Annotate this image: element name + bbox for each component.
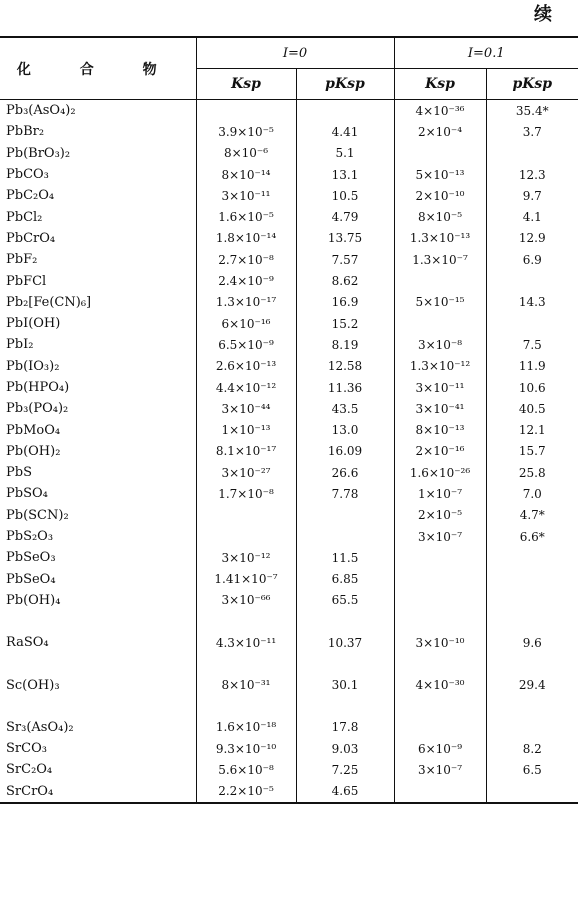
ksp-i01-value: 1.3×10⁻¹³ [394, 228, 486, 249]
ksp-i01-value: 2×10⁻¹⁶ [394, 441, 486, 462]
table-row [0, 462, 578, 483]
compound-name: PbSeO₄ [6, 571, 56, 587]
ksp-i01-value: 1.3×10⁻⁷ [394, 249, 486, 270]
pksp-i0-value: 5.1 [296, 143, 394, 164]
table-row [0, 100, 578, 122]
ksp-i01-value [394, 569, 486, 590]
ksp-i0-value [196, 505, 296, 526]
pksp-i0-value: 13.1 [296, 164, 394, 185]
pksp-i01-value: 4.7* [486, 505, 578, 526]
pksp-i01-value [486, 270, 578, 291]
table-row [0, 206, 578, 227]
ksp-i0-value: 1×10⁻¹³ [196, 419, 296, 440]
compound-name: PbF₂ [6, 252, 38, 268]
compound-name: PbC₂O₄ [6, 188, 55, 204]
pksp-i0-value: 9.03 [296, 738, 394, 759]
pksp-i0-value: 13.75 [296, 228, 394, 249]
table-row [0, 313, 578, 334]
ksp-i01-value: 4×10⁻³⁰ [394, 674, 486, 695]
compound-name: Pb(OH)₂ [6, 443, 61, 459]
ksp-i0-value: 3×10⁻¹¹ [196, 185, 296, 206]
table-row [0, 717, 578, 738]
pksp-i0-value [296, 100, 394, 122]
ksp-i0-value: 8×10⁻¹⁴ [196, 164, 296, 185]
ksp-i0-value: 1.6×10⁻¹⁸ [196, 717, 296, 738]
ksp-i01-value: 4×10⁻³⁶ [394, 100, 486, 122]
ksp-i0-value: 2.4×10⁻⁹ [196, 270, 296, 291]
compound-name: PbCrO₄ [6, 230, 56, 246]
pksp-i01-value [486, 590, 578, 611]
pksp-i0-value: 12.58 [296, 356, 394, 377]
ksp-i01-value [394, 270, 486, 291]
ksp-i01-value: 8×10⁻⁵ [394, 206, 486, 227]
ksp-i01-value [394, 143, 486, 164]
ksp-i0-value: 1.8×10⁻¹⁴ [196, 228, 296, 249]
pksp-header-i01: pKsp [486, 69, 578, 100]
table-row [0, 270, 578, 291]
compound-name: Pb₃(AsO₄)₂ [6, 103, 76, 119]
pksp-i0-value: 6.85 [296, 569, 394, 590]
pksp-i01-value: 10.6 [486, 377, 578, 398]
ksp-i0-value: 3×10⁻⁶⁶ [196, 590, 296, 611]
ksp-i01-value: 3×10⁻¹¹ [394, 377, 486, 398]
compound-name: Sr₃(AsO₄)₂ [6, 719, 74, 735]
compound-column-header: 化 合 物 [0, 37, 196, 100]
pksp-i01-value: 9.7 [486, 185, 578, 206]
ionic-strength-0.1-header: I=0.1 [394, 37, 578, 69]
table-row [0, 377, 578, 398]
pksp-i01-value: 6.6* [486, 526, 578, 547]
compound-name: PbBr₂ [6, 124, 45, 140]
compound-name: PbS₂O₃ [6, 529, 54, 545]
spacer-row [0, 653, 578, 674]
pksp-i01-value: 4.1 [486, 206, 578, 227]
ksp-i0-value [196, 100, 296, 122]
ksp-i01-value: 1×10⁻⁷ [394, 483, 486, 504]
pksp-i0-value: 7.78 [296, 483, 394, 504]
pksp-i01-value: 8.2 [486, 738, 578, 759]
table-row [0, 526, 578, 547]
table-row [0, 121, 578, 142]
ksp-i0-value: 1.7×10⁻⁸ [196, 483, 296, 504]
ksp-i0-value: 1.6×10⁻⁵ [196, 206, 296, 227]
ksp-i01-value: 3×10⁻⁴¹ [394, 398, 486, 419]
table-row [0, 569, 578, 590]
ksp-i0-value: 1.3×10⁻¹⁷ [196, 292, 296, 313]
pksp-i01-value: 35.4* [486, 100, 578, 122]
table-row [0, 334, 578, 355]
pksp-i0-value: 16.09 [296, 441, 394, 462]
compound-name: Sc(OH)₃ [6, 677, 60, 693]
table-row [0, 356, 578, 377]
table-row [0, 781, 578, 803]
ksp-i01-value: 3×10⁻¹⁰ [394, 632, 486, 653]
ksp-i0-value: 3×10⁻⁴⁴ [196, 398, 296, 419]
table-row [0, 738, 578, 759]
ksp-i01-value: 2×10⁻¹⁰ [394, 185, 486, 206]
table-row [0, 674, 578, 695]
pksp-i01-value: 7.5 [486, 334, 578, 355]
pksp-i01-value: 9.6 [486, 632, 578, 653]
ksp-i01-value: 3×10⁻⁷ [394, 759, 486, 780]
compound-name: Pb₃(PO₄)₂ [6, 401, 69, 417]
compound-name: SrCrO₄ [0, 781, 196, 803]
compound-name: PbCl₂ [6, 209, 43, 225]
pksp-i0-value: 43.5 [296, 398, 394, 419]
compound-name: Pb(HPO₄) [6, 380, 70, 395]
ksp-i0-value: 9.3×10⁻¹⁰ [196, 738, 296, 759]
pksp-i01-value [486, 143, 578, 164]
ksp-i0-value: 4.3×10⁻¹¹ [196, 632, 296, 653]
pksp-i0-value: 17.8 [296, 717, 394, 738]
spacer-row [0, 611, 578, 632]
pksp-i0-value: 7.57 [296, 249, 394, 270]
pksp-i0-value: 4.65 [296, 781, 394, 803]
compound-name: PbSeO₃ [6, 550, 56, 566]
pksp-i01-value: 40.5 [486, 398, 578, 419]
compound-name: Pb(OH)₄ [6, 592, 61, 608]
table-row [0, 483, 578, 504]
compound-name: PbS [6, 465, 32, 481]
ksp-i0-value: 3×10⁻¹² [196, 547, 296, 568]
pksp-i01-value [486, 569, 578, 590]
ksp-header-i01: Ksp [394, 69, 486, 100]
continued-label: 续 [534, 4, 552, 25]
pksp-i0-value: 4.79 [296, 206, 394, 227]
pksp-i0-value: 26.6 [296, 462, 394, 483]
ksp-i01-value [394, 313, 486, 334]
table-row [0, 759, 578, 780]
table-row [0, 185, 578, 206]
compound-name: PbSO₄ [6, 486, 48, 502]
ksp-i01-value [394, 590, 486, 611]
compound-name: SrC₂O₄ [6, 762, 53, 778]
pksp-i0-value: 10.5 [296, 185, 394, 206]
ksp-i01-value: 2×10⁻⁴ [394, 121, 486, 142]
compound-name: PbMoO₄ [6, 422, 61, 438]
table-row [0, 505, 578, 526]
ksp-i01-value: 5×10⁻¹⁵ [394, 292, 486, 313]
pksp-i01-value: 29.4 [486, 674, 578, 695]
ksp-i0-value: 8.1×10⁻¹⁷ [196, 441, 296, 462]
pksp-i0-value: 8.19 [296, 334, 394, 355]
pksp-i0-value: 10.37 [296, 632, 394, 653]
table-row [0, 419, 578, 440]
spacer-row [0, 696, 578, 717]
ksp-i0-value: 4.4×10⁻¹² [196, 377, 296, 398]
table-body [0, 100, 578, 803]
pksp-i01-value: 15.7 [486, 441, 578, 462]
table-row [0, 292, 578, 313]
ksp-i01-value: 5×10⁻¹³ [394, 164, 486, 185]
pksp-i01-value: 11.9 [486, 356, 578, 377]
solubility-product-table [0, 36, 578, 804]
ksp-header-i0: Ksp [196, 69, 296, 100]
pksp-i0-value: 65.5 [296, 590, 394, 611]
table-row [0, 547, 578, 568]
pksp-i01-value: 12.1 [486, 419, 578, 440]
ksp-i0-value: 5.6×10⁻⁸ [196, 759, 296, 780]
compound-name: PbI₂ [6, 337, 34, 353]
table-row [0, 164, 578, 185]
pksp-i01-value: 25.8 [486, 462, 578, 483]
compound-name: Pb(SCN)₂ [6, 507, 69, 523]
pksp-i0-value [296, 526, 394, 547]
table-row [0, 143, 578, 164]
compound-name: PbCO₃ [6, 167, 49, 183]
table-row [0, 441, 578, 462]
ksp-i01-value: 6×10⁻⁹ [394, 738, 486, 759]
pksp-i01-value: 6.9 [486, 249, 578, 270]
ksp-i0-value: 2.7×10⁻⁸ [196, 249, 296, 270]
ksp-i01-value: 3×10⁻⁷ [394, 526, 486, 547]
pksp-i01-value: 14.3 [486, 292, 578, 313]
pksp-i01-value: 3.7 [486, 121, 578, 142]
pksp-i01-value [486, 781, 578, 803]
pksp-i0-value: 4.41 [296, 121, 394, 142]
ksp-i01-value: 1.6×10⁻²⁶ [394, 462, 486, 483]
table-row [0, 249, 578, 270]
table-row [0, 228, 578, 249]
ksp-i0-value: 3.9×10⁻⁵ [196, 121, 296, 142]
ksp-i0-value: 2.2×10⁻⁵ [196, 781, 296, 803]
compound-name: RaSO₄ [6, 635, 49, 651]
ksp-i0-value: 2.6×10⁻¹³ [196, 356, 296, 377]
table-row [0, 632, 578, 653]
pksp-i0-value: 16.9 [296, 292, 394, 313]
pksp-i0-value: 11.5 [296, 547, 394, 568]
pksp-i01-value [486, 313, 578, 334]
compound-name: Pb(IO₃)₂ [6, 358, 60, 374]
ksp-i01-value [394, 547, 486, 568]
ksp-i01-value: 1.3×10⁻¹² [394, 356, 486, 377]
pksp-i01-value: 12.9 [486, 228, 578, 249]
pksp-i01-value: 6.5 [486, 759, 578, 780]
pksp-i01-value [486, 547, 578, 568]
ksp-i0-value: 6×10⁻¹⁶ [196, 313, 296, 334]
pksp-i0-value: 8.62 [296, 270, 394, 291]
pksp-i0-value: 7.25 [296, 759, 394, 780]
ksp-i0-value: 6.5×10⁻⁹ [196, 334, 296, 355]
pksp-i01-value [486, 717, 578, 738]
pksp-i0-value [296, 505, 394, 526]
pksp-i0-value: 13.0 [296, 419, 394, 440]
compound-name: PbFCl [6, 273, 47, 289]
pksp-i0-value: 30.1 [296, 674, 394, 695]
compound-name: Pb(BrO₃)₂ [6, 145, 71, 161]
ksp-i0-value: 1.41×10⁻⁷ [196, 569, 296, 590]
pksp-i01-value: 7.0 [486, 483, 578, 504]
compound-name: PbI(OH) [6, 316, 61, 332]
pksp-header-i0: pKsp [296, 69, 394, 100]
table-row [0, 590, 578, 611]
ksp-i01-value: 2×10⁻⁵ [394, 505, 486, 526]
table-row [0, 398, 578, 419]
ksp-i0-value: 8×10⁻³¹ [196, 674, 296, 695]
ionic-strength-0-header: I=0 [196, 37, 394, 69]
ksp-i01-value [394, 717, 486, 738]
ksp-i01-value: 3×10⁻⁸ [394, 334, 486, 355]
compound-name: Pb₂[Fe(CN)₆] [6, 294, 92, 310]
ksp-i01-value: 8×10⁻¹³ [394, 419, 486, 440]
ksp-i0-value [196, 526, 296, 547]
ksp-i0-value: 3×10⁻²⁷ [196, 462, 296, 483]
compound-name: SrCO₃ [6, 741, 47, 757]
ksp-i01-value [394, 781, 486, 803]
pksp-i0-value: 11.36 [296, 377, 394, 398]
pksp-i0-value: 15.2 [296, 313, 394, 334]
ksp-i0-value: 8×10⁻⁶ [196, 143, 296, 164]
pksp-i01-value: 12.3 [486, 164, 578, 185]
